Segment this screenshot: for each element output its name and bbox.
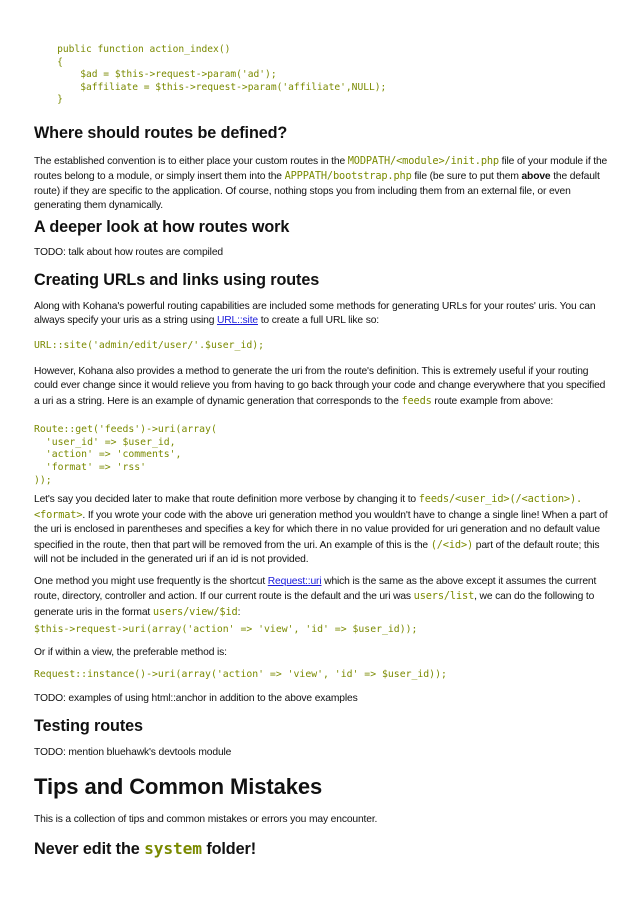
heading-tips-common-mistakes: Tips and Common Mistakes [34,774,323,799]
code-request-instance: Request::instance()->uri(array('action' => 'view', 'id' => $user_id)); [34,669,447,680]
inline-code: (/<id>) [430,538,474,551]
link-request-uri[interactable]: Request::uri [267,576,322,587]
heading-where-routes-defined: Where should routes be defined? [34,124,288,142]
text: Along with Kohana's powerful routing capabilities are included some methods for generating URLs for your routes' uris. You can always specify your uris as a string using [34,301,596,327]
paragraph-verbose-route [34,492,609,568]
text: part of the default route; this will not be included in the generated uri if an id is not provided. [34,539,600,566]
text: which is the same as the above except it assumes the current route, directory, controller and action. If our current route is the default and the uri was [34,576,597,603]
text: folder! [201,840,256,858]
inline-code: users/view/$id [152,605,238,618]
inline-code: feeds [401,394,432,407]
text: the default route) if they are specific to the application. Of course, nothing stops you from including them from an external file, or even generating them dynamically. [34,171,600,212]
code-line: 'user_id' => $user_id, [34,436,176,448]
text: file of your module if the routes belong to a module, or simply insert them into the [34,156,608,183]
code-line: } [34,94,63,106]
heading-never-edit-system [34,839,256,859]
paragraph-todo-devtools: TODO: mention bluehawk's devtools module [34,747,232,758]
link-url-site[interactable]: URL::site [216,315,258,327]
heading-testing-routes: Testing routes [34,717,143,735]
code-line: Route::get('feeds')->uri(array( [34,424,217,435]
code-line: $ad = $this->request->param('ad'); [34,69,277,81]
code-line: public function action_index() [34,44,231,55]
code-line: { [34,56,63,68]
inline-code: APPPATH/bootstrap.php [284,170,412,183]
code-block-action-index [34,44,386,107]
text: to create a full URL like so: [257,315,380,327]
inline-code: MODPATH/<module>/init.php [347,155,499,167]
code-line: $affiliate = $this->request->param('affiliate',NULL); [34,81,387,93]
paragraph-todo-compiled: TODO: talk about how routes are compiled [34,247,223,258]
text: The established convention is to either place your custom routes in the [34,156,348,167]
text: Never edit the [34,840,145,858]
inline-code: feeds/<user_id>(/<action>).<format> [34,493,583,521]
code-request-uri: $this->request->uri(array('action' => 'view', 'id' => $user_id)); [34,624,418,635]
text: file (be sure to put them [411,171,522,183]
paragraph-routes-convention [34,154,609,214]
text: One method you might use frequently is the shortcut [34,576,268,587]
code-url-site: URL::site('admin/edit/user/'.$user_id); [34,340,265,351]
heading-creating-urls: Creating URLs and links using routes [34,271,320,289]
text: : [237,606,241,618]
bold-text: above [521,171,551,183]
code-line: 'format' => 'rss' [34,462,147,474]
heading-deeper-look: A deeper look at how routes work [34,218,290,236]
paragraph-url-generation [34,300,609,329]
text: . If you wrote your code with the above uri generation method you wouldn't have to change a single line! When a part of the uri is enclosed in parentheses and specifies a key for which there in no value provided for uri generation and no default value specified in the route, then that part will be removed from the uri. An example of this is the [34,509,608,551]
inline-code: users/list [413,590,475,603]
code-line: )); [34,474,52,486]
code-block-route-uri [34,424,217,488]
paragraph-tips-intro: This is a collection of tips and common mistakes or errors you may encounter. [34,814,378,825]
inline-code: system [144,839,202,858]
paragraph-request-uri [34,575,609,620]
paragraph-within-view: Or if within a view, the preferable method is: [34,647,227,658]
text: Let's say you decided later to make that route definition more verbose by changing it to [34,494,419,505]
text: , we can do the following to generate uris in the format [34,591,595,618]
text: However, Kohana also provides a method to generate the uri from the route's definition. This is extremely useful if your routing could ever change since it would relieve you from having to go back through your code and change everywhere that you specified a uri as a string. Here is an example of dynamic generation that corresponds to the [34,366,606,407]
paragraph-uri-from-route [34,365,609,409]
text: route example from above: [431,395,554,407]
code-line: 'action' => 'comments', [34,449,182,461]
paragraph-todo-anchor: TODO: examples of using html::anchor in addition to the above examples [34,693,358,704]
